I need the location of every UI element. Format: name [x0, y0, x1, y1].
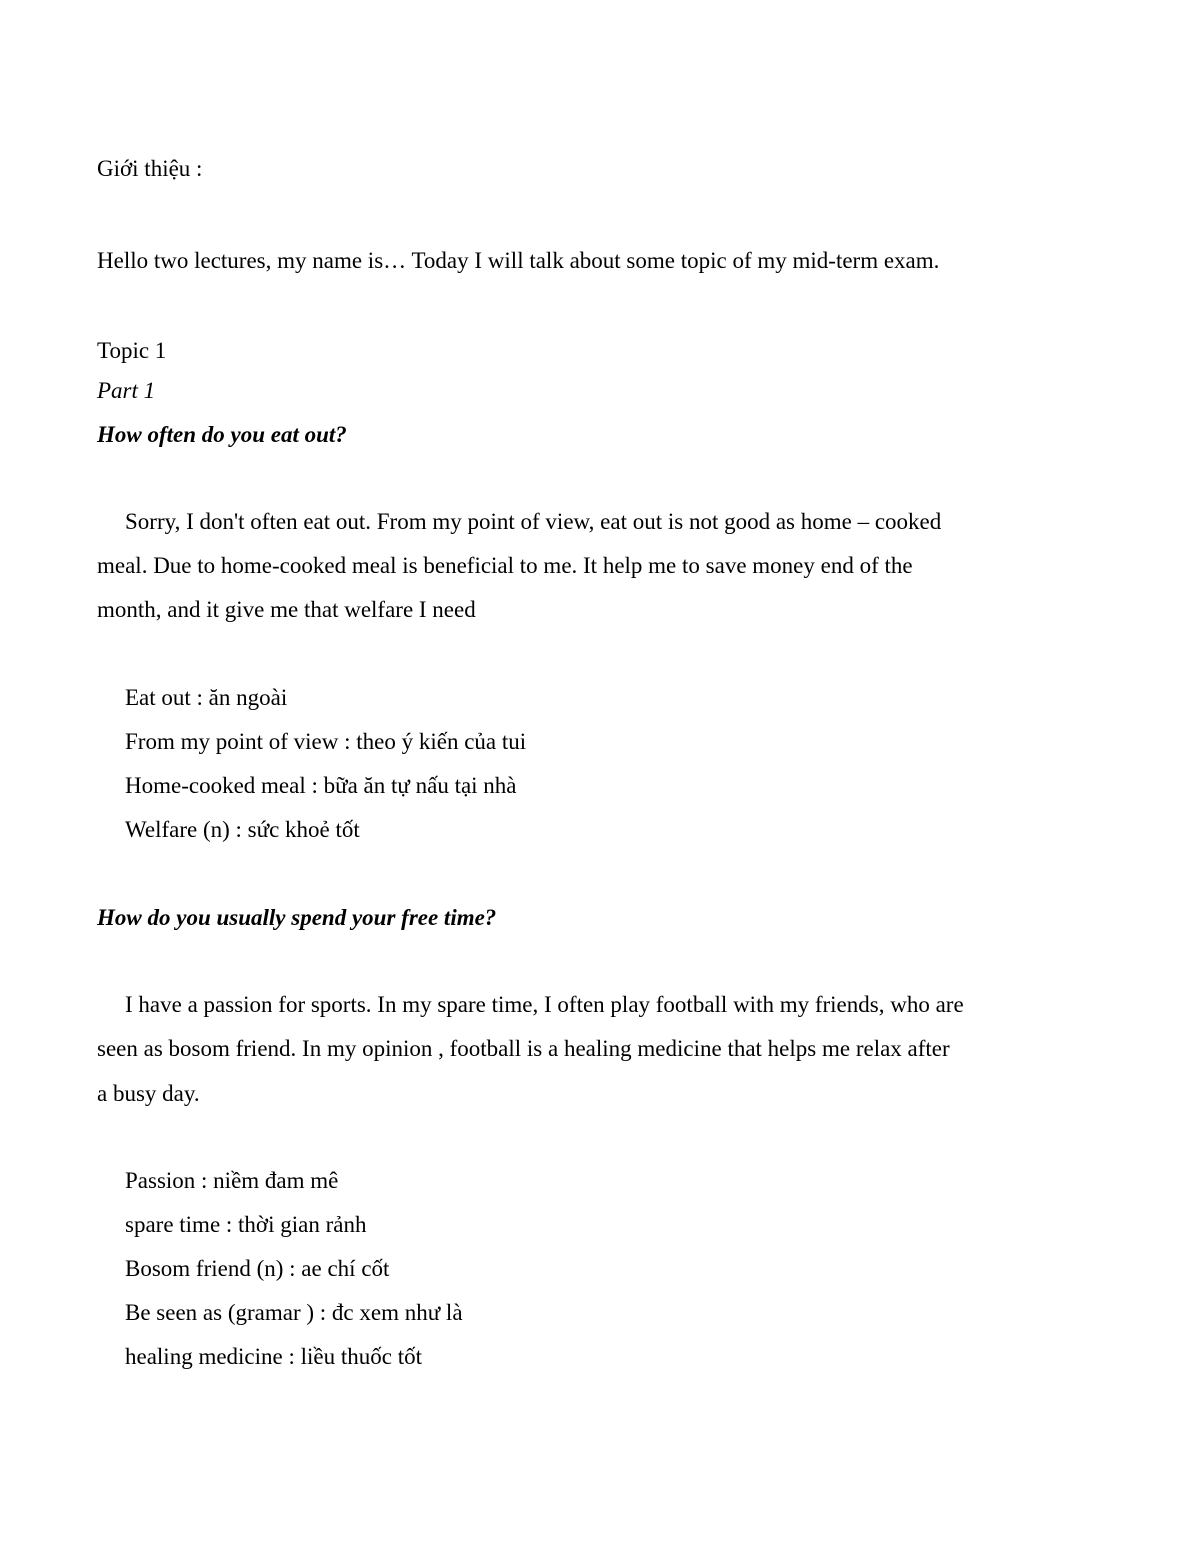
- vocab-item: Welfare (n) : sức khoẻ tốt: [125, 817, 360, 842]
- vocab-item: healing medicine : liều thuốc tốt: [125, 1344, 423, 1369]
- question-1: How often do you eat out?: [97, 422, 347, 447]
- vocab-item: spare time : thời gian rảnh: [125, 1212, 367, 1237]
- answer-2-line: I have a passion for sports. In my spare time, I often play football with my friends, who are: [125, 992, 964, 1017]
- answer-1-line: Sorry, I don't often eat out. From my point of view, eat out is not good as home – cooked: [125, 509, 942, 534]
- answer-1-line: meal. Due to home-cooked meal is beneficial to me. It help me to save money end of the: [97, 553, 913, 578]
- part-label: Part 1: [97, 378, 156, 403]
- answer-2-line: seen as bosom friend. In my opinion , football is a healing medicine that helps me relax after: [97, 1036, 950, 1061]
- vocab-item: From my point of view : theo ý kiến của tui: [125, 729, 527, 754]
- topic-title: Topic 1: [97, 338, 167, 363]
- vocab-item: Eat out : ăn ngoài: [125, 685, 288, 710]
- question-2: How do you usually spend your free time?: [97, 905, 497, 930]
- intro-heading: Giới thiệu :: [97, 156, 203, 181]
- vocab-item: Be seen as (gramar ) : đc xem như là: [125, 1300, 463, 1325]
- vocab-item: Bosom friend (n) : ae chí cốt: [125, 1256, 390, 1281]
- answer-2-line: a busy day.: [97, 1081, 200, 1106]
- intro-greeting: Hello two lectures, my name is… Today I will talk about some topic of my mid-term exam.: [97, 248, 940, 273]
- vocab-item: Home-cooked meal : bữa ăn tự nấu tại nhà: [125, 773, 517, 798]
- vocab-item: Passion : niềm đam mê: [125, 1168, 339, 1193]
- answer-1-line: month, and it give me that welfare I need: [97, 597, 476, 622]
